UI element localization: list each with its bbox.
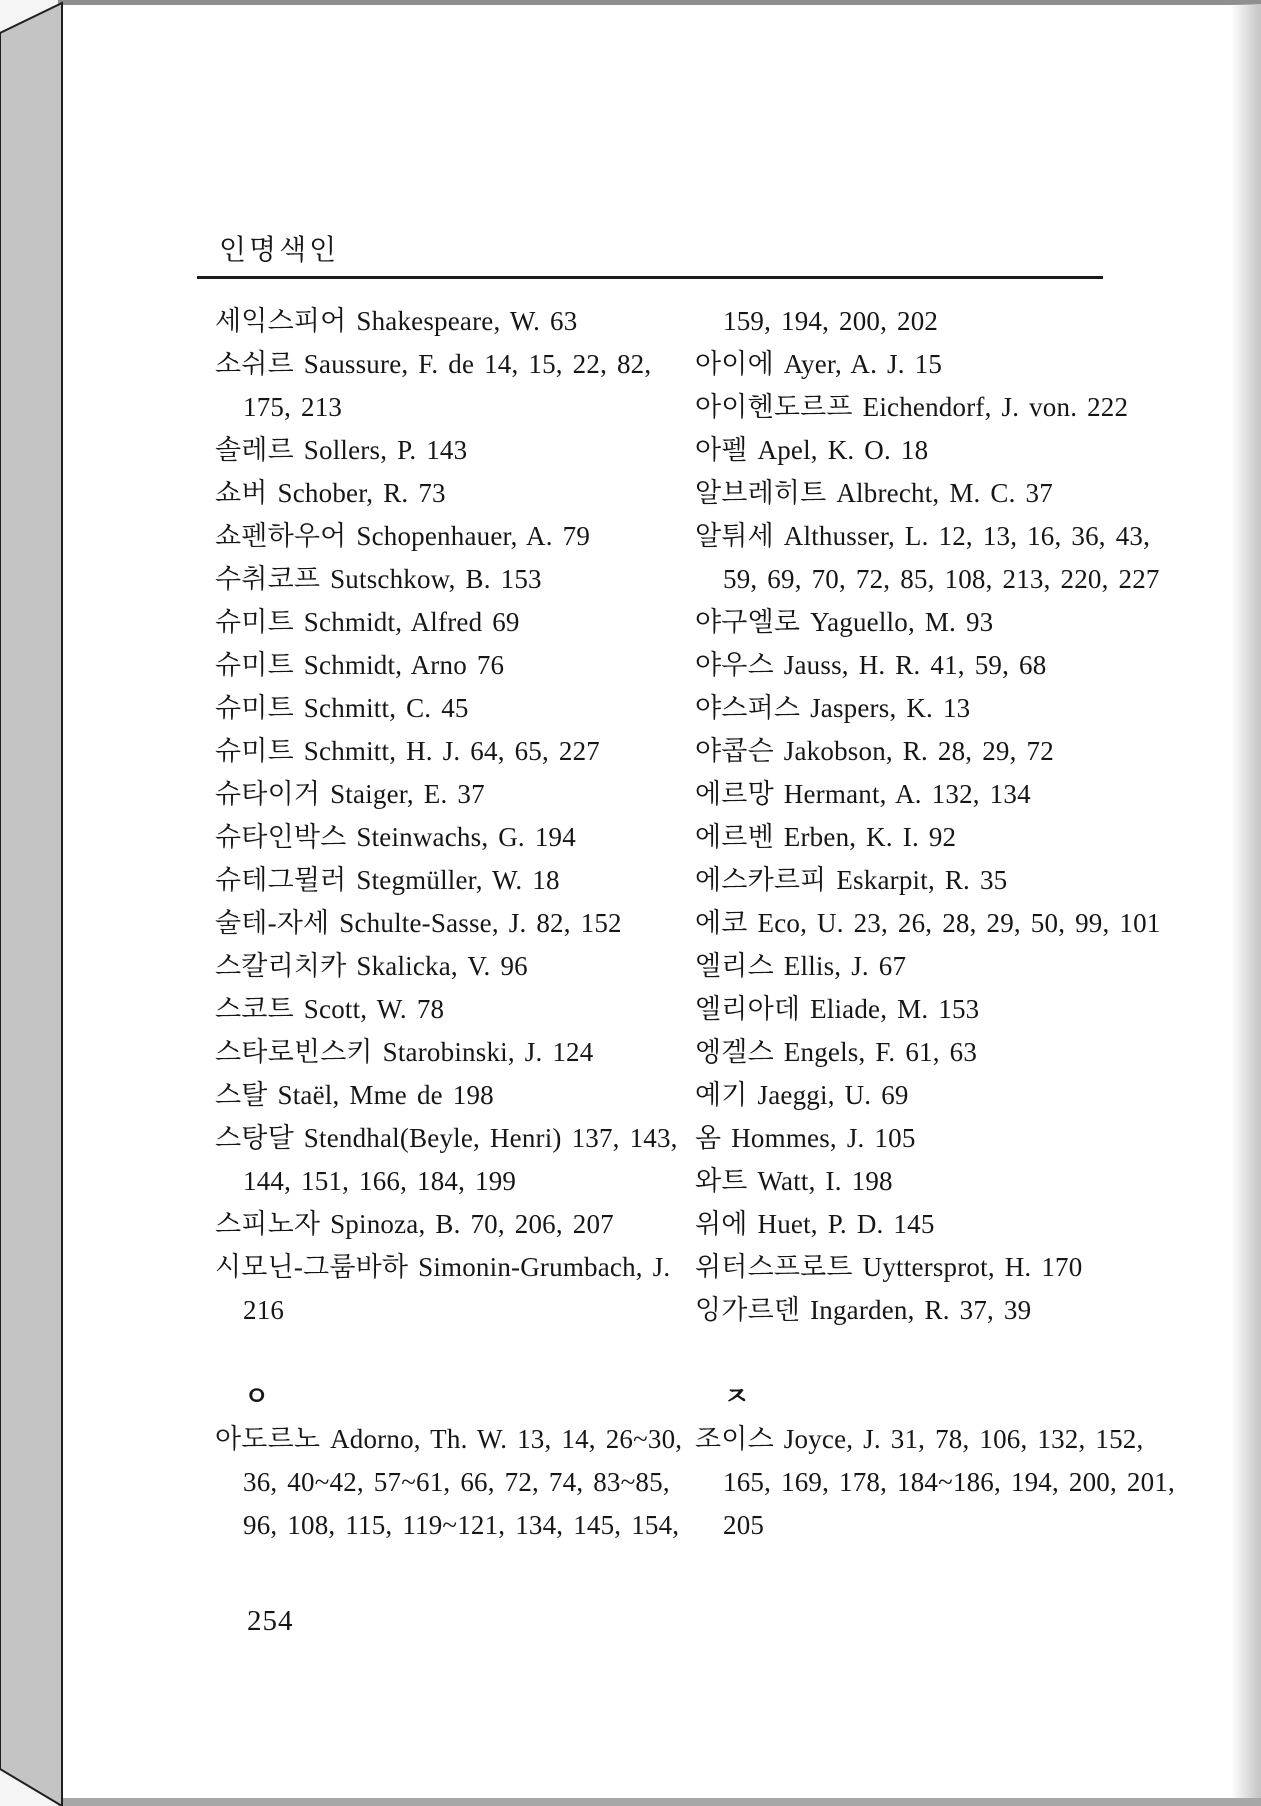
index-line: 소쉬르 Saussure, F. de 14, 15, 22, 82, [215,349,652,379]
index-line: 165, 169, 178, 184~186, 194, 200, 201, [723,1467,1175,1497]
index-line: 슈미트 Schmitt, H. J. 64, 65, 227 [215,736,601,766]
index-line: 175, 213 [243,392,343,422]
index-line: 아도르노 Adorno, Th. W. 13, 14, 26~30, [215,1424,683,1454]
index-line: 수취코프 Sutschkow, B. 153 [215,564,542,594]
page-number: 254 [247,1605,294,1637]
index-line: 슈타이거 Staiger, E. 37 [215,779,485,809]
index-line: 아이헨도르프 Eichendorf, J. von. 222 [695,392,1129,422]
index-line: ㅈ [724,1382,750,1411]
index-line: 슈테그뮐러 Stegmüller, W. 18 [215,865,560,895]
page-top-edge [58,0,1261,5]
index-line: 스탈 Staël, Mme de 198 [215,1080,494,1110]
index-right-column [695,300,1175,1547]
index-line: 에르벤 Erben, K. I. 92 [695,822,957,852]
index-line: 205 [723,1510,765,1540]
index-line: 59, 69, 70, 72, 85, 108, 213, 220, 227 [723,564,1160,594]
index-line: 144, 151, 166, 184, 199 [243,1166,517,1196]
index-line: 스탕달 Stendhal(Beyle, Henri) 137, 143, [215,1123,678,1153]
index-line: 술테-자세 Schulte-Sasse, J. 82, 152 [215,908,622,938]
index-line: 에코 Eco, U. 23, 26, 28, 29, 50, 99, 101 [695,908,1161,938]
index-line: 스피노자 Spinoza, B. 70, 206, 207 [215,1209,614,1239]
index-line: 잉가르덴 Ingarden, R. 37, 39 [695,1295,1032,1325]
index-line: 알브레히트 Albrecht, M. C. 37 [695,478,1053,508]
index-line: 슈미트 Schmitt, C. 45 [215,693,469,723]
index-line: 159, 194, 200, 202 [723,306,939,336]
index-line: 슈미트 Schmidt, Alfred 69 [215,607,520,637]
index-line: 216 [243,1295,285,1325]
index-line: 슈미트 Schmidt, Arno 76 [215,650,505,680]
page-bottom-edge [58,1798,1261,1806]
index-line: 와트 Watt, I. 198 [695,1166,893,1196]
index-line: 슈타인박스 Steinwachs, G. 194 [215,822,576,852]
index-line: 스코트 Scott, W. 78 [215,994,445,1024]
index-line: 96, 108, 115, 119~121, 134, 145, 154, [243,1510,680,1540]
index-line: 쇼버 Schober, R. 73 [215,478,446,508]
index-line: 위에 Huet, P. D. 145 [695,1209,935,1239]
index-line: 스칼리치카 Skalicka, V. 96 [215,951,528,981]
index-line: 세익스피어 Shakespeare, W. 63 [215,306,578,336]
index-line: ㅇ [244,1382,270,1411]
index-line: 알튀세 Althusser, L. 12, 13, 16, 36, 43, [695,521,1151,551]
index-line: 스타로빈스키 Starobinski, J. 124 [215,1037,594,1067]
index-line: 엘리아데 Eliade, M. 153 [695,994,980,1024]
index-line: 아이에 Ayer, A. J. 15 [695,349,943,379]
page-right-edge-shading [1231,4,1261,1799]
index-line: 조이스 Joyce, J. 31, 78, 106, 132, 152, [695,1424,1144,1454]
index-line: 위터스프로트 Uyttersprot, H. 170 [695,1252,1083,1282]
index-line: 야콥슨 Jakobson, R. 28, 29, 72 [695,736,1054,766]
page-header-title: 인명색인 [219,235,340,266]
header-rule [197,276,1103,279]
index-line: 아펠 Apel, K. O. 18 [695,435,929,465]
index-line: 옴 Hommes, J. 105 [695,1123,916,1153]
index-line: 36, 40~42, 57~61, 66, 72, 74, 83~85, [243,1467,670,1497]
index-line: 시모닌-그룸바하 Simonin-Grumbach, J. [215,1252,671,1282]
index-line: 야구엘로 Yaguello, M. 93 [695,607,994,637]
index-line: 예기 Jaeggi, U. 69 [695,1080,909,1110]
index-line: 에르망 Hermant, A. 132, 134 [695,779,1031,809]
index-left-column [215,300,683,1547]
index-line: 솔레르 Sollers, P. 143 [215,435,468,465]
index-line: 야스퍼스 Jaspers, K. 13 [695,693,971,723]
index-line: 엘리스 Ellis, J. 67 [695,951,907,981]
index-line: 야우스 Jauss, H. R. 41, 59, 68 [695,650,1047,680]
index-line: 에스카르피 Eskarpit, R. 35 [695,865,1008,895]
index-line: 엥겔스 Engels, F. 61, 63 [695,1037,978,1067]
index-line: 쇼펜하우어 Schopenhauer, A. 79 [215,521,591,551]
